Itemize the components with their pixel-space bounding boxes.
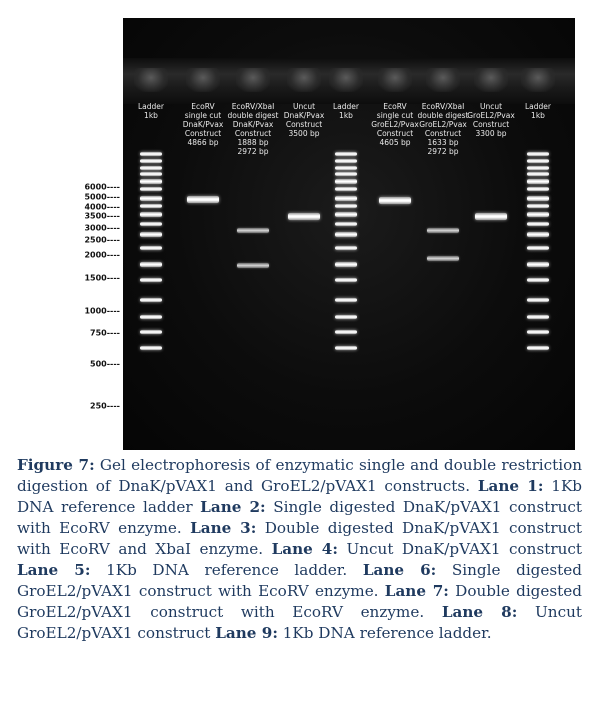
gel-well — [186, 68, 220, 92]
ladder-band — [140, 315, 162, 319]
ladder-band — [527, 166, 549, 170]
gel-well — [236, 68, 270, 92]
ladder-band — [335, 246, 357, 250]
ladder-band — [140, 246, 162, 250]
gel-well — [287, 68, 321, 92]
dna-band — [187, 196, 219, 203]
figure-text: Gel electrophoresis of enzymatic single and double restriction digestion of DnaK/pVAX1 and GroEL2/pVAX1 constructs. — [17, 456, 582, 495]
ladder-band — [335, 315, 357, 319]
ladder-band — [527, 346, 549, 350]
caption-lane-text: Single digested DnaK/pVAX1 construct with EcoRV enzyme. — [17, 498, 583, 537]
ladder-band — [140, 179, 162, 184]
figure-label: Figure 7: — [17, 456, 95, 474]
figure-caption — [17, 455, 582, 644]
caption-lane-text: Uncut DnaK/pVAX1 construct — [337, 540, 582, 558]
caption-lane-label: Lane 5: — [17, 561, 91, 579]
ladder-band — [140, 187, 162, 191]
dna-band — [475, 213, 507, 220]
size-marker: 4000---- — [84, 202, 120, 212]
dna-band — [427, 256, 459, 261]
gel-well — [474, 68, 508, 92]
ladder-band — [140, 212, 162, 217]
ladder-band — [335, 187, 357, 191]
ladder-band — [527, 212, 549, 217]
ladder-band — [140, 166, 162, 170]
ladder-band — [527, 262, 549, 267]
dna-band — [237, 228, 269, 233]
lane-label: EcoRV single cut GroEL2/Pvax Construct 4605 bp — [371, 102, 419, 147]
caption-lane-text: 1Kb DNA reference ladder. — [90, 561, 363, 579]
size-marker: 500---- — [90, 359, 120, 369]
ladder-band — [527, 222, 549, 226]
lane-label: Uncut DnaK/Pvax Construct 3500 bp — [283, 102, 325, 138]
size-marker: 2000---- — [84, 250, 120, 260]
ladder-band — [335, 204, 357, 208]
ladder-band — [140, 204, 162, 208]
caption-lane-text: Double digested GroEL2/pVAX1 construct with EcoRV enzyme. — [17, 582, 582, 621]
size-marker: 5000---- — [84, 192, 120, 202]
ladder-band — [335, 330, 357, 334]
gel-well — [521, 68, 555, 92]
size-marker: 1500---- — [84, 273, 120, 283]
size-marker: 1000---- — [84, 306, 120, 316]
ladder-band — [527, 298, 549, 302]
size-marker: 750---- — [90, 328, 120, 338]
gel-well — [329, 68, 363, 92]
ladder-band — [527, 187, 549, 191]
ladder-band — [335, 262, 357, 267]
dna-band — [379, 197, 411, 204]
size-marker: 2500---- — [84, 235, 120, 245]
ladder-band — [335, 212, 357, 217]
dna-band — [288, 213, 320, 220]
caption-lane-label: Lane 9: — [215, 624, 278, 642]
lane-label: Ladder 1kb — [525, 102, 551, 120]
caption-lane-label: Lane 6: — [362, 561, 437, 579]
ladder-band — [527, 196, 549, 201]
lane-label: Ladder 1kb — [333, 102, 359, 120]
lane-descriptions — [17, 477, 582, 642]
caption-lane-label: Lane 1: — [477, 477, 544, 495]
ladder-band — [140, 278, 162, 282]
ladder-band — [335, 166, 357, 170]
ladder-band — [527, 278, 549, 282]
lane-label: EcoRV/XbaI double digest GroEL2/Pvax Construct 1633 bp 2972 bp — [417, 102, 469, 156]
caption-lane-label: Lane 8: — [441, 603, 518, 621]
ladder-band — [140, 222, 162, 226]
ladder-band — [527, 152, 549, 156]
ladder-band — [335, 278, 357, 282]
ladder-band — [335, 152, 357, 156]
ladder-band — [527, 246, 549, 250]
caption-lane-label: Lane 2: — [200, 498, 266, 516]
size-marker: 250---- — [90, 401, 120, 411]
lane-label: EcoRV/XbaI double digest DnaK/Pvax Construct 1888 bp 2972 bp — [227, 102, 279, 156]
caption-lane-text: 1Kb DNA reference ladder — [17, 477, 583, 516]
ladder-band — [527, 315, 549, 319]
lane-label: EcoRV single cut DnaK/Pvax Construct 4866 bp — [182, 102, 224, 147]
caption-lane-text: Double digested DnaK/pVAX1 construct with EcoRV and XbaI enzyme. — [17, 519, 583, 558]
ladder-band — [140, 298, 162, 302]
lane-label: Ladder 1kb — [138, 102, 164, 120]
caption-lane-label: Lane 3: — [190, 519, 257, 537]
caption-lane-text: Uncut GroEL2/pVAX1 construct — [17, 603, 582, 642]
size-marker: 3500---- — [84, 211, 120, 221]
ladder-band — [335, 232, 357, 237]
ladder-band — [527, 330, 549, 334]
gel-well — [426, 68, 460, 92]
dna-band — [237, 263, 269, 268]
ladder-band — [335, 222, 357, 226]
size-marker: 3000---- — [84, 223, 120, 233]
ladder-band — [140, 152, 162, 156]
dna-band — [427, 228, 459, 233]
ladder-band — [335, 172, 357, 176]
ladder-band — [140, 330, 162, 334]
caption-lane-text: 1Kb DNA reference ladder. — [277, 624, 492, 642]
ladder-band — [335, 346, 357, 350]
ladder-band — [140, 159, 162, 163]
ladder-band — [527, 204, 549, 208]
ladder-band — [140, 196, 162, 201]
caption-lane-label: Lane 7: — [384, 582, 449, 600]
gel-image — [123, 18, 575, 450]
gel-well — [378, 68, 412, 92]
caption-lane-label: Lane 4: — [271, 540, 338, 558]
ladder-band — [527, 159, 549, 163]
size-marker: 6000---- — [84, 182, 120, 192]
lane-label: Uncut GroEL2/Pvax Construct 3300 bp — [467, 102, 515, 138]
gel-well — [134, 68, 168, 92]
ladder-band — [527, 179, 549, 184]
ladder-band — [335, 159, 357, 163]
ladder-band — [527, 172, 549, 176]
ladder-band — [140, 346, 162, 350]
caption-lane-text: Single digested GroEL2/pVAX1 construct with EcoRV enzyme. — [17, 561, 582, 600]
ladder-band — [140, 232, 162, 237]
ladder-band — [335, 298, 357, 302]
ladder-band — [140, 172, 162, 176]
ladder-band — [527, 232, 549, 237]
ladder-band — [335, 179, 357, 184]
ladder-band — [335, 196, 357, 201]
ladder-band — [140, 262, 162, 267]
